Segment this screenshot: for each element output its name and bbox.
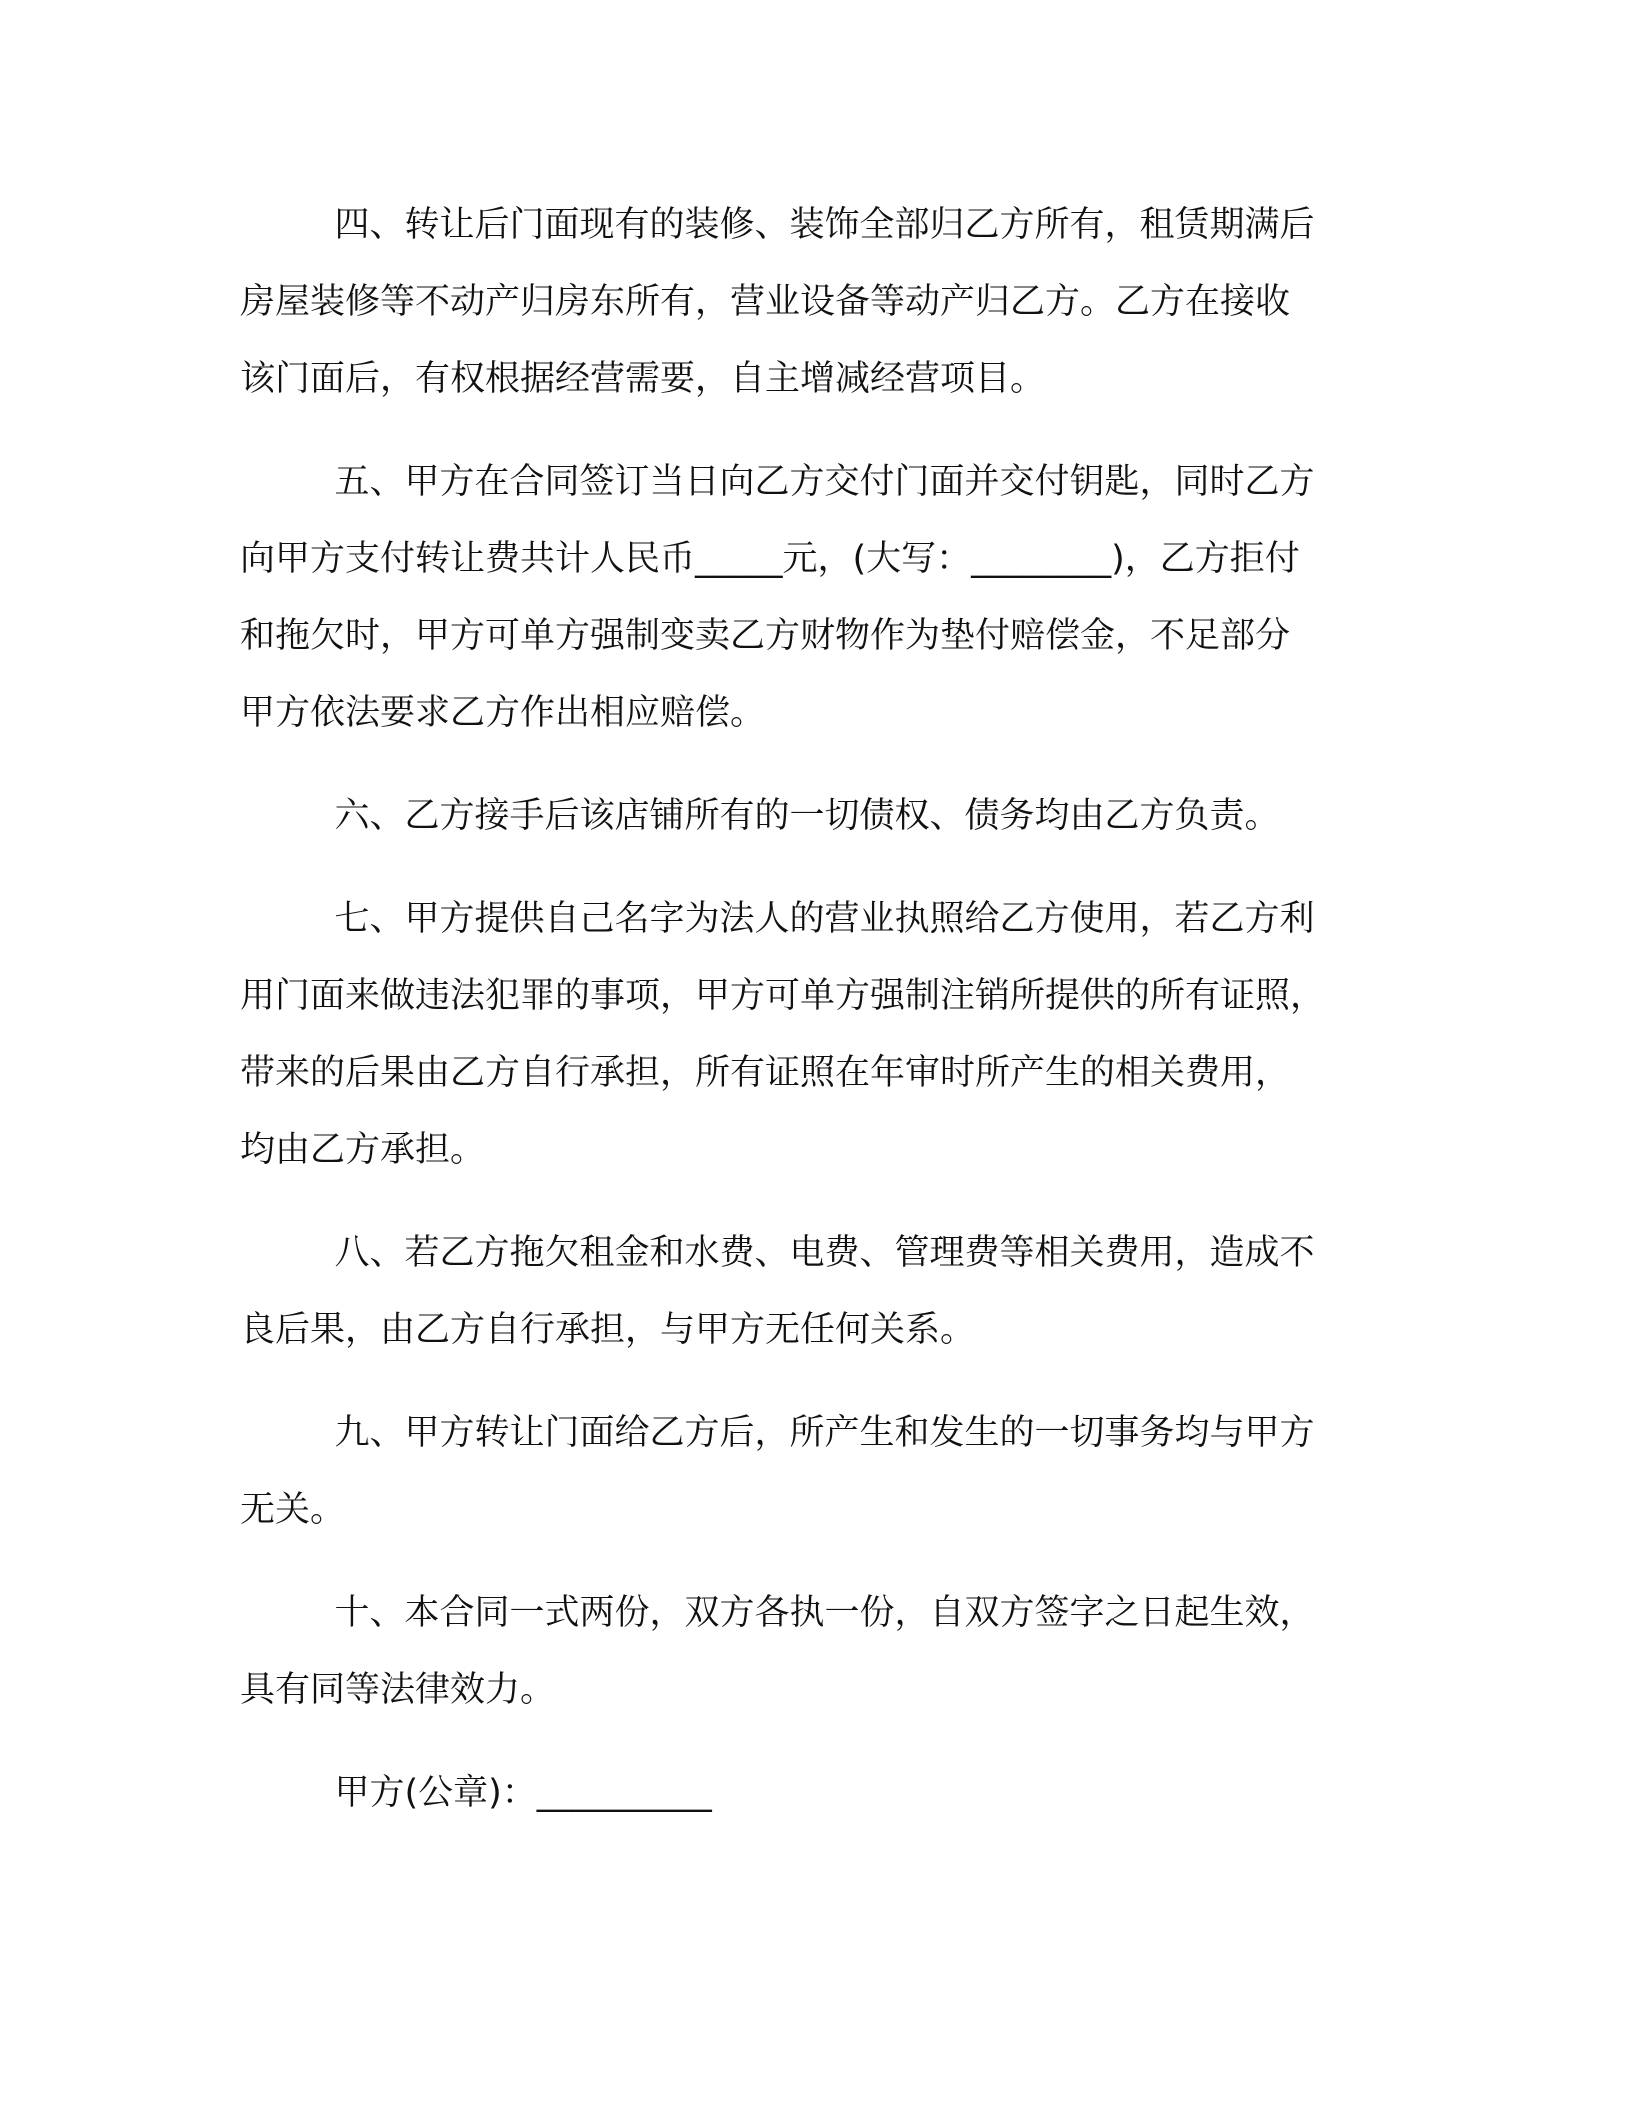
clause-six [240, 778, 1380, 855]
clause-line: 无关。 [240, 1490, 346, 1530]
clause-nine [240, 1395, 1380, 1549]
clause-line: 该门面后，有权根据经营需要，自主增减经营项目。 [240, 359, 1046, 399]
clause-line: 甲方依法要求乙方作出相应赔偿。 [240, 693, 766, 733]
clause-line: 具有同等法律效力。 [240, 1670, 556, 1710]
clause-line: 六、乙方接手后该店铺所有的一切债权、债务均由乙方负责。 [334, 796, 1280, 836]
clause-four [240, 187, 1380, 418]
clause-line: 用门面来做违法犯罪的事项，甲方可单方强制注销所提供的所有证照， [240, 976, 1326, 1016]
clause-five [240, 444, 1380, 752]
clause-line: 七、甲方提供自己名字为法人的营业执照给乙方使用，若乙方利 [334, 899, 1315, 939]
clause-line: 九、甲方转让门面给乙方后，所产生和发生的一切事务均与甲方 [334, 1413, 1315, 1453]
clause-line: 十、本合同一式两份，双方各执一份，自双方签字之日起生效， [334, 1593, 1315, 1633]
clause-line: 房屋装修等不动产归房东所有，营业设备等动产归乙方。乙方在接收 [240, 282, 1291, 322]
clause-line: 和拖欠时，甲方可单方强制变卖乙方财物作为垫付赔偿金，不足部分 [240, 616, 1291, 656]
clause-line: 四、转让后门面现有的装修、装饰全部归乙方所有，租赁期满后 [334, 205, 1315, 245]
clause-ten [240, 1575, 1380, 1729]
document-body [240, 187, 1380, 1832]
clause-line: 八、若乙方拖欠租金和水费、电费、管理费等相关费用，造成不 [334, 1233, 1315, 1273]
clause-line: 向甲方支付转让费共计人民币_____元，(大写：________)，乙方拒付 [240, 539, 1300, 579]
clause-seven [240, 881, 1380, 1189]
clause-line: 五、甲方在合同签订当日向乙方交付门面并交付钥匙，同时乙方 [334, 462, 1315, 502]
clause-line: 均由乙方承担。 [240, 1130, 486, 1170]
party-a-signature-line: 甲方(公章)：__________ [334, 1773, 712, 1813]
clause-line: 带来的后果由乙方自行承担，所有证照在年审时所产生的相关费用， [240, 1053, 1291, 1093]
clause-line: 良后果，由乙方自行承担，与甲方无任何关系。 [240, 1310, 976, 1350]
clause-eight [240, 1215, 1380, 1369]
